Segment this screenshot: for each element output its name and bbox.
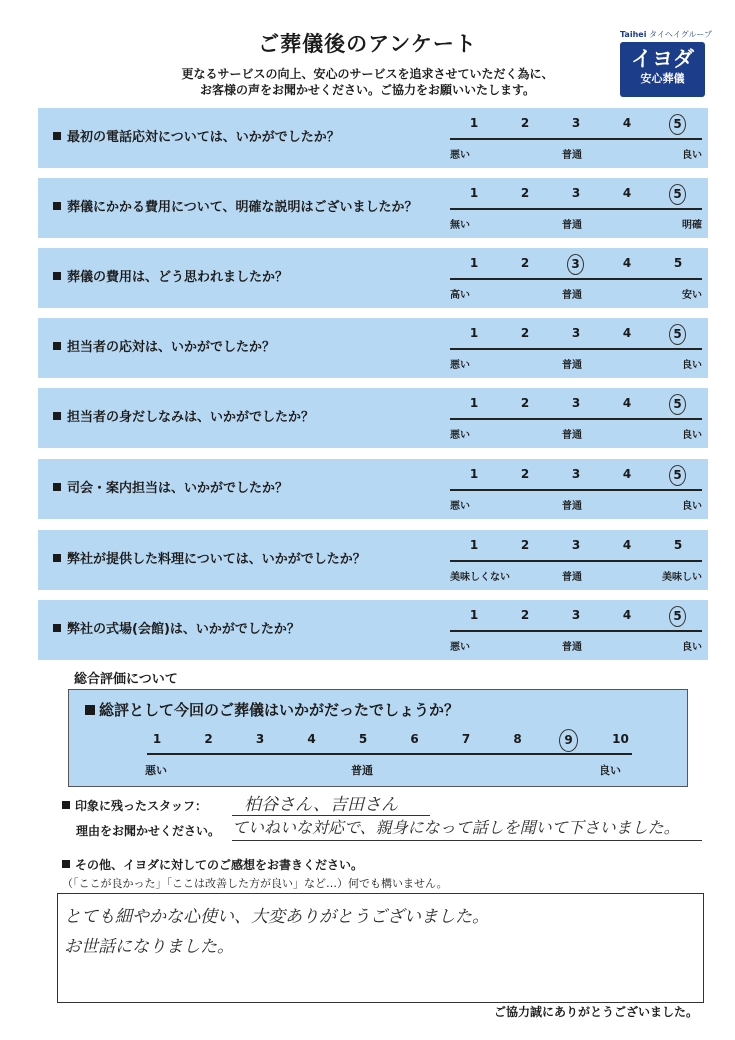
- rating-option[interactable]: 4: [622, 467, 632, 481]
- overall-option-selected[interactable]: 9: [559, 729, 578, 752]
- question-label: 弊社の式場(会館)は、いかがでしたか？: [67, 622, 300, 637]
- scale-label-high: 良い: [682, 642, 702, 653]
- question-row: [38, 600, 708, 660]
- overall-label-low: 悪い: [145, 764, 167, 777]
- scale-label-mid: 普通: [562, 290, 582, 301]
- question-label: 葬儀にかかる費用について、明確な説明はございましたか？: [67, 200, 418, 215]
- rating-option[interactable]: 1: [469, 256, 479, 270]
- question-label: 担当者の応対は、いかがでしたか？: [67, 340, 276, 355]
- overall-section-title: 総合評価について: [74, 672, 178, 687]
- question-row: [38, 108, 708, 168]
- rating-option[interactable]: 3: [571, 467, 581, 481]
- overall-option[interactable]: 10: [612, 732, 629, 746]
- rating-option[interactable]: 4: [622, 186, 632, 200]
- logo-tagline: 安心葬儀: [640, 72, 685, 85]
- rating-option[interactable]: 1: [469, 396, 479, 410]
- rating-scale-line: [450, 489, 702, 491]
- question-text: [53, 388, 314, 448]
- intro-line-2: お客様の声をお聞かせください。ご協力をお願いいたします。: [199, 83, 536, 97]
- scale-label-mid: 普通: [562, 572, 582, 583]
- scale-label-low: 高い: [450, 290, 470, 301]
- reason-underline: [232, 840, 702, 841]
- question-text: [53, 318, 275, 378]
- overall-label-high: 良い: [599, 764, 621, 777]
- question-row: [38, 178, 708, 238]
- overall-scale-line: [147, 753, 632, 755]
- overall-option[interactable]: 4: [307, 732, 316, 746]
- scale-label-mid: 普通: [562, 430, 582, 441]
- staff-label: [62, 797, 207, 814]
- bullet-square-icon: [62, 801, 70, 809]
- scale-label-low: 悪い: [450, 430, 470, 441]
- rating-scale-line: [450, 418, 702, 420]
- rating-scale-line: [450, 208, 702, 210]
- bullet-square-icon: [53, 412, 61, 420]
- question-row: [38, 530, 708, 590]
- brand-group-sub: タイヘイグループ: [648, 30, 713, 39]
- rating-option[interactable]: 5: [673, 256, 683, 270]
- bullet-square-icon: [53, 624, 61, 632]
- question-label: 担当者の身だしなみは、いかがでしたか？: [67, 410, 315, 425]
- rating-option[interactable]: 4: [622, 538, 632, 552]
- overall-question: [85, 699, 459, 720]
- question-text: [53, 600, 300, 660]
- question-row: [38, 459, 708, 519]
- rating-option[interactable]: 1: [469, 538, 479, 552]
- bullet-square-icon: [85, 705, 95, 715]
- overall-label-mid: 普通: [351, 764, 373, 777]
- rating-option[interactable]: 4: [622, 326, 632, 340]
- scale-label-mid: 普通: [562, 360, 582, 371]
- rating-option-selected[interactable]: 5: [669, 114, 686, 135]
- brand-group-name: Taihei: [620, 30, 647, 39]
- comments-label: [62, 856, 363, 873]
- question-label: 司会・案内担当は、いかがでしたか？: [67, 481, 289, 496]
- comments-box[interactable]: [57, 893, 704, 1003]
- comments-line-2: お世話になりました。: [64, 937, 234, 957]
- scale-label-high: 明確: [682, 220, 702, 231]
- question-text: [53, 248, 288, 308]
- scale-label-mid: 普通: [562, 150, 582, 161]
- rating-scale-line: [450, 278, 702, 280]
- rating-option[interactable]: 3: [571, 608, 581, 622]
- overall-option[interactable]: 7: [461, 732, 471, 746]
- overall-option[interactable]: 6: [410, 732, 419, 746]
- bullet-square-icon: [53, 554, 61, 562]
- rating-scale-line: [450, 560, 702, 562]
- thanks-text: ご協力誠にありがとうございました。: [493, 1005, 698, 1019]
- rating-option[interactable]: 1: [469, 608, 479, 622]
- staff-answer[interactable]: 柏谷さん、吉田さん: [244, 795, 399, 815]
- rating-option[interactable]: 2: [520, 326, 530, 340]
- bullet-square-icon: [53, 483, 61, 491]
- rating-option-selected[interactable]: 5: [669, 394, 686, 415]
- rating-option[interactable]: 2: [520, 538, 530, 552]
- scale-label-low: 無い: [450, 220, 470, 231]
- rating-option[interactable]: 3: [571, 396, 581, 410]
- overall-option[interactable]: 1: [152, 732, 162, 746]
- rating-option[interactable]: 2: [520, 116, 530, 130]
- reason-answer[interactable]: ていねいな対応で、親身になって話しを聞いて下さいました。: [232, 818, 680, 837]
- bullet-square-icon: [53, 272, 61, 280]
- overall-option[interactable]: 2: [204, 732, 213, 746]
- question-text: [53, 108, 340, 168]
- brand-group-text: [620, 29, 712, 40]
- rating-scale-line: [450, 630, 702, 632]
- rating-option-selected[interactable]: 5: [669, 184, 686, 205]
- reason-label: 理由をお聞かせください。: [76, 824, 221, 838]
- scale-label-low: 悪い: [450, 150, 470, 161]
- company-logo: [620, 42, 705, 97]
- rating-option[interactable]: 2: [520, 467, 530, 481]
- scale-label-low: 美味しくない: [450, 572, 510, 583]
- question-label: 最初の電話応対については、いかがでしたか？: [67, 130, 340, 145]
- bullet-square-icon: [62, 860, 70, 868]
- rating-option[interactable]: 4: [622, 256, 632, 270]
- intro-line-1: 更なるサービスの向上、安心のサービスを追求させていただく為に、: [181, 67, 554, 81]
- scale-label-high: 良い: [682, 501, 702, 512]
- question-text: [53, 530, 366, 590]
- rating-option-selected[interactable]: 5: [669, 606, 686, 627]
- rating-option[interactable]: 1: [469, 186, 479, 200]
- overall-rating-box: [68, 689, 688, 787]
- comments-label-text: その他、イヨダに対してのご感想をお書きください。: [75, 858, 364, 872]
- scale-label-mid: 普通: [562, 501, 582, 512]
- rating-option-selected[interactable]: 3: [567, 254, 584, 275]
- rating-option[interactable]: 1: [469, 116, 479, 130]
- question-label: 葬儀の費用は、どう思われましたか？: [67, 270, 289, 285]
- rating-option[interactable]: 4: [622, 396, 632, 410]
- rating-option[interactable]: 3: [571, 538, 581, 552]
- comments-note: （「ここが良かった」「ここは改善した方が良い」など…）何でも構いません。: [62, 877, 448, 890]
- scale-label-high: 良い: [682, 430, 702, 441]
- rating-option[interactable]: 3: [571, 186, 581, 200]
- overall-question-text: 総評として今回のご葬儀はいかがだったでしょうか？: [99, 701, 460, 719]
- rating-option[interactable]: 2: [520, 186, 530, 200]
- question-label: 弊社が提供した料理については、いかがでしたか？: [67, 552, 366, 567]
- overall-option[interactable]: 8: [513, 732, 522, 746]
- rating-scale-line: [450, 138, 702, 140]
- rating-option[interactable]: 5: [673, 538, 683, 552]
- comments-line-1: とても細やかな心使い、大変ありがとうございました。: [64, 907, 489, 927]
- staff-label-text: 印象に残ったスタッフ：: [75, 799, 208, 813]
- scale-label-high: 美味しい: [662, 572, 702, 583]
- scale-label-mid: 普通: [562, 220, 582, 231]
- rating-option[interactable]: 1: [469, 467, 479, 481]
- question-text: [53, 178, 417, 238]
- rating-option-selected[interactable]: 5: [669, 324, 686, 345]
- bullet-square-icon: [53, 132, 61, 140]
- scale-label-high: 安い: [682, 290, 702, 301]
- rating-option[interactable]: 2: [520, 396, 530, 410]
- overall-option[interactable]: 5: [358, 732, 368, 746]
- logo-name: イヨダ: [631, 47, 694, 71]
- question-row: [38, 248, 708, 308]
- scale-label-high: 良い: [682, 360, 702, 371]
- question-row: [38, 318, 708, 378]
- page-title: ご葬儀後のアンケート: [258, 32, 477, 56]
- rating-option-selected[interactable]: 5: [669, 465, 686, 486]
- question-row: [38, 388, 708, 448]
- rating-option[interactable]: 2: [520, 608, 530, 622]
- bullet-square-icon: [53, 202, 61, 210]
- scale-label-high: 良い: [682, 150, 702, 161]
- rating-option[interactable]: 2: [520, 256, 530, 270]
- scale-label-low: 悪い: [450, 642, 470, 653]
- scale-label-low: 悪い: [450, 501, 470, 512]
- bullet-square-icon: [53, 342, 61, 350]
- scale-label-mid: 普通: [562, 642, 582, 653]
- rating-option[interactable]: 3: [571, 116, 581, 130]
- rating-option[interactable]: 3: [571, 326, 581, 340]
- rating-option[interactable]: 1: [469, 326, 479, 340]
- rating-option[interactable]: 4: [622, 608, 632, 622]
- question-text: [53, 459, 288, 519]
- scale-label-low: 悪い: [450, 360, 470, 371]
- rating-scale-line: [450, 348, 702, 350]
- overall-option[interactable]: 3: [255, 732, 265, 746]
- rating-option[interactable]: 4: [622, 116, 632, 130]
